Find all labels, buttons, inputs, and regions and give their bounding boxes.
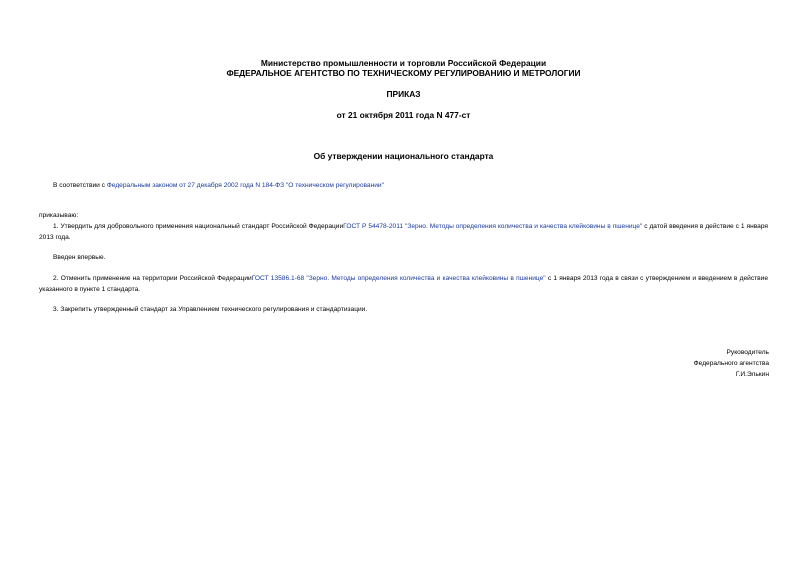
gost-13586-link[interactable]: ГОСТ 13586.1-68 "Зерно. Методы определения количества и качества клейковины в пшенице" [251, 275, 546, 282]
signature-org: Федерального агентства [693, 360, 769, 367]
signature-title: Руководитель [726, 349, 769, 356]
document-type: ПРИКАЗ [386, 89, 421, 99]
orders-label: приказываю: [39, 212, 79, 219]
introduced-note: Введен впервые. [53, 254, 106, 261]
ministry-title: Министерство промышленности и торговли Российской Федерации [260, 58, 547, 68]
agency-title: ФЕДЕРАЛЬНОЕ АГЕНТСТВО ПО ТЕХНИЧЕСКОМУ РЕГУЛИРОВАНИЮ И МЕТРОЛОГИИ [226, 68, 581, 78]
item-2-tail: с 1 января 2013 года в связи с утверждением и введением в действие указанного в пункте 1 стандарта. [39, 275, 768, 293]
item-1-tail: с датой введения в действие с 1 января 2013 года. [39, 223, 768, 241]
item-1-text: 1. Утвердить для добровольного применения национальный стандарт Российской Федерации [53, 223, 344, 230]
item-1-paragraph [39, 222, 768, 243]
item-3-paragraph: 3. Закрепить утвержденный стандарт за Управлением технического регулирования и стандартизации. [53, 306, 368, 313]
federal-law-link[interactable]: Федеральным законом от 27 декабря 2002 года N 184-ФЗ "О техническом регулировании" [106, 182, 384, 189]
preamble-text: В соответствии с [53, 182, 107, 189]
signature-name: Г.И.Элькин [735, 371, 769, 378]
document-date: от 21 октября 2011 года N 477-ст [336, 110, 471, 120]
gost-r-54478-link[interactable]: ГОСТ Р 54478-2011 "Зерно. Методы определения количества и качества клейковины в пшенице" [343, 223, 643, 230]
item-2-text: 2. Отменить применение на территории Российской Федерации [53, 275, 252, 282]
document-subject: Об утверждении национального стандарта [313, 151, 494, 161]
preamble-paragraph [53, 181, 384, 192]
item-2-paragraph [39, 274, 768, 295]
